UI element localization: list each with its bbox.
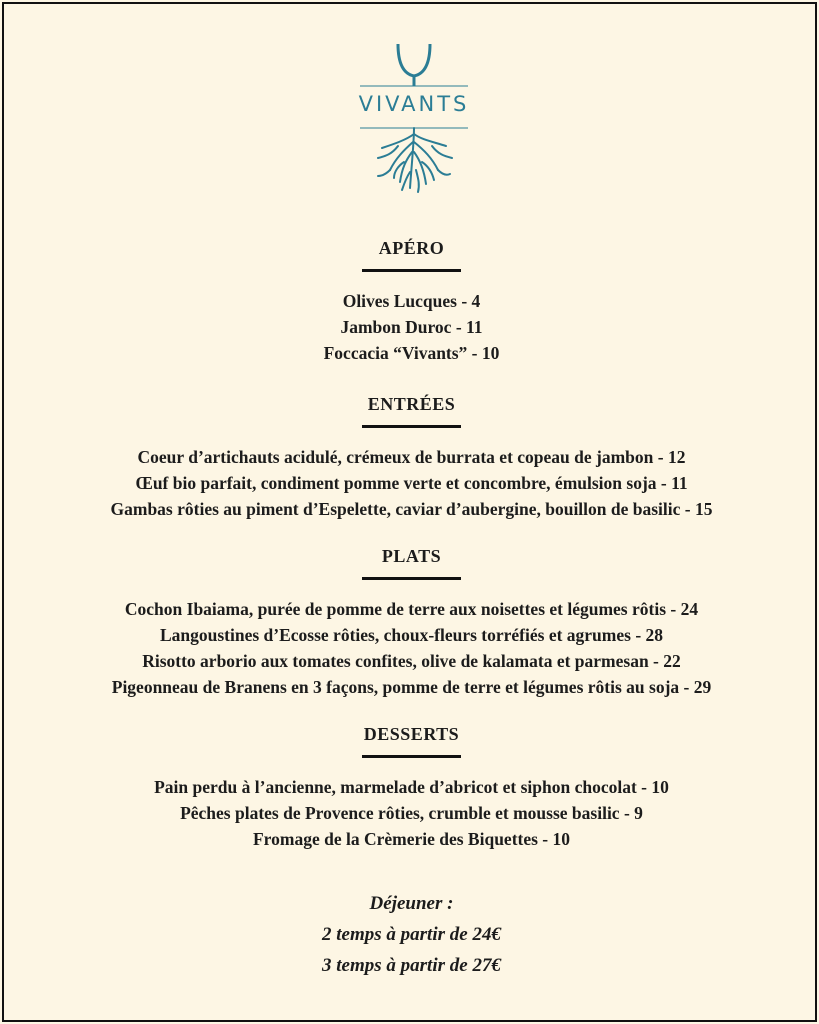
menu-item: Pêches plates de Provence rôties, crumble et mousse basilic - 9 — [180, 803, 643, 823]
section-apero — [4, 237, 819, 366]
lunch-title: Déjeuner : — [369, 893, 454, 914]
menu-item: Jambon Duroc - 11 — [340, 317, 483, 337]
menu-item: Fromage de la Crèmerie des Biquettes - 10 — [252, 829, 571, 849]
menu-item: Gambas rôties au piment d’Espelette, caviar d’aubergine, bouillon de basilic - 15 — [110, 499, 713, 519]
section-title: ENTRÉES — [367, 394, 456, 414]
section-title: PLATS — [381, 546, 442, 566]
section-divider — [362, 269, 461, 272]
lunch-line: 3 temps à partir de 27€ — [322, 955, 501, 976]
section-divider — [362, 425, 461, 428]
menu-item: Pigeonneau de Branens en 3 façons, pomme de terre et légumes rôtis au soja - 29 — [111, 677, 712, 697]
menu-item: Cochon Ibaiama, purée de pomme de terre aux noisettes et légumes rôtis - 24 — [124, 599, 699, 619]
brand-name: VIVANTS — [358, 92, 470, 116]
section-title: DESSERTS — [363, 724, 460, 744]
menu-item: Langoustines d’Ecosse rôties, choux-fleurs torréfiés et agrumes - 28 — [159, 625, 664, 645]
section-divider — [362, 755, 461, 758]
section-plats — [4, 545, 819, 700]
vivants-logo — [354, 42, 474, 194]
menu-item: Risotto arborio aux tomates confites, olive de kalamata et parmesan - 22 — [142, 651, 681, 671]
menu-item: Œuf bio parfait, condiment pomme verte et concombre, émulsion soja - 11 — [135, 473, 688, 493]
section-title: APÉRO — [378, 238, 445, 258]
section-entrees — [4, 393, 819, 522]
menu-item: Coeur d’artichauts acidulé, crémeux de burrata et copeau de jambon - 12 — [137, 447, 686, 467]
lunch-offer — [4, 888, 819, 981]
menu-page — [2, 2, 817, 1022]
menu-item: Foccacia “Vivants” - 10 — [323, 343, 500, 363]
wine-glass-roots-icon — [354, 42, 474, 194]
menu-item: Olives Lucques - 4 — [342, 291, 481, 311]
lunch-line: 2 temps à partir de 24€ — [322, 924, 501, 945]
menu-item: Pain perdu à l’ancienne, marmelade d’abricot et siphon chocolat - 10 — [154, 777, 669, 797]
section-desserts — [4, 723, 819, 852]
section-divider — [362, 577, 461, 580]
